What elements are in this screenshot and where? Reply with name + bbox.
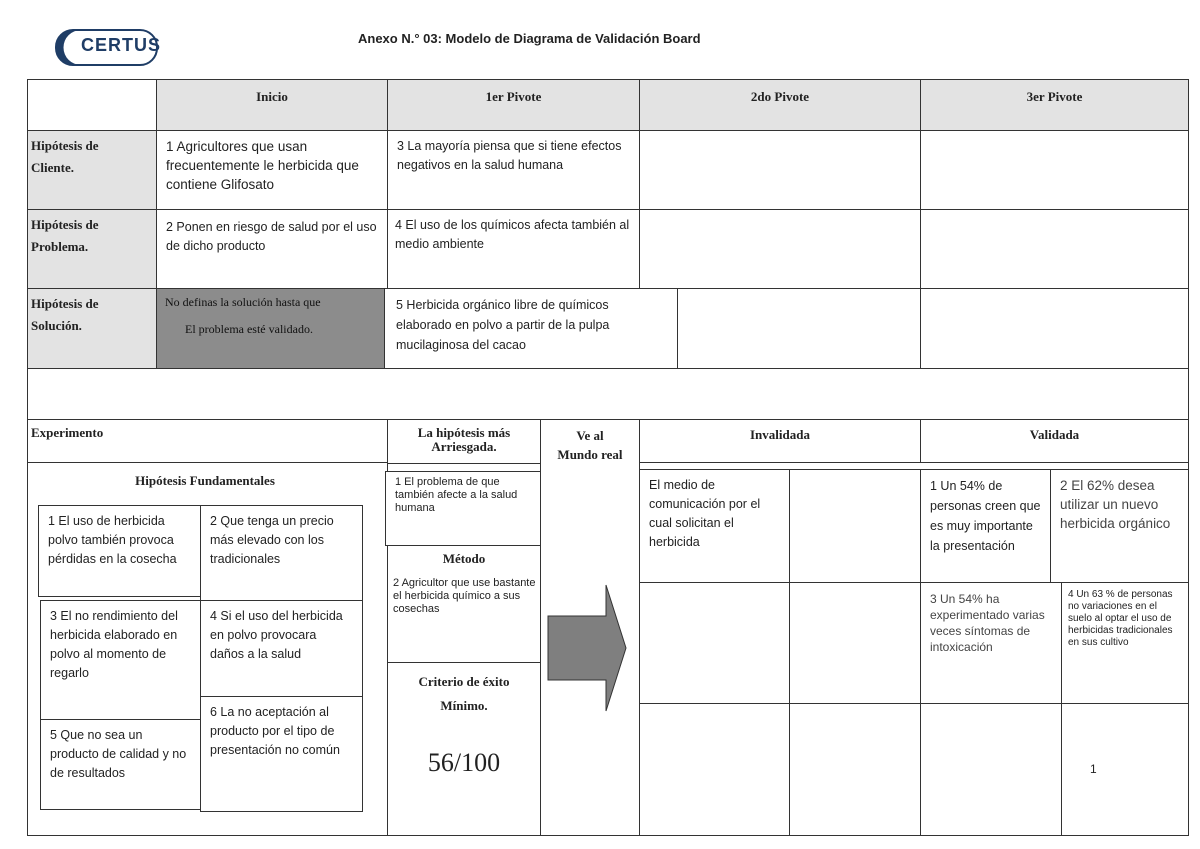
riesgosa-text: 1 El problema de que también afecte a la salud humana bbox=[385, 471, 542, 546]
mundo-real-line: Ve al bbox=[576, 428, 604, 443]
header-inicio: Inicio bbox=[156, 79, 388, 131]
validada-item-2 bbox=[1050, 469, 1189, 583]
spacer-row bbox=[27, 368, 1189, 420]
cell-problema-inicio: 2 Ponen en riesgo de salud por el uso de dicho producto bbox=[156, 209, 388, 289]
criterio-label bbox=[387, 670, 541, 718]
hipotesis-fundamentales-title: Hipótesis Fundamentales bbox=[135, 473, 275, 488]
fundamental-item-3: 3 El no rendimiento del herbicida elaborado en polvo al momento de regarlo bbox=[40, 600, 201, 720]
invalidada-cell-2 bbox=[789, 469, 921, 583]
mundo-real-header bbox=[540, 426, 640, 464]
cell-cliente-inicio: 1 Agricultores que usan frecuentemente le herbicida que contiene Glifosato bbox=[156, 130, 388, 210]
validada-cell-6 bbox=[1061, 703, 1189, 836]
header-corner bbox=[27, 79, 157, 131]
label-line: Hipótesis de bbox=[31, 296, 99, 311]
fundamental-item-1: 1 El uso de herbicida polvo también provoca pérdidas en la cosecha bbox=[38, 505, 201, 597]
metodo-label: Método bbox=[442, 551, 486, 566]
invalidada-cell-1: El medio de comunicación por el cual solicitan el herbicida bbox=[639, 469, 790, 583]
criterio-score: 56/100 bbox=[427, 748, 501, 777]
page-title: Anexo N.° 03: Modelo de Diagrama de Validación Board bbox=[358, 31, 701, 46]
riesgosa-header bbox=[387, 426, 541, 454]
validada-header: Validada bbox=[920, 419, 1189, 463]
fundamental-item-6: 6 La no aceptación al producto por el tipo de presentación no común bbox=[200, 696, 363, 812]
cell-cliente-pivote3 bbox=[920, 130, 1189, 210]
riesgosa-header-line: Arriesgada. bbox=[431, 439, 497, 454]
certus-logo bbox=[55, 29, 162, 66]
mundo-real-line: Mundo real bbox=[557, 447, 623, 462]
fundamental-item-2: 2 Que tenga un precio más elevado con los tradicionales bbox=[200, 505, 363, 601]
invalidada-header: Invalidada bbox=[639, 419, 921, 463]
cell-solucion-pivote2 bbox=[677, 288, 921, 369]
header-2do-pivote: 2do Pivote bbox=[639, 79, 921, 131]
cell-cliente-pivote1: 3 La mayoría piensa que si tiene efectos negativos en la salud humana bbox=[387, 130, 640, 210]
cell-solucion-inicio bbox=[156, 288, 385, 369]
cell-solucion-pivote3 bbox=[920, 288, 1189, 369]
label-line: Hipótesis de bbox=[31, 217, 99, 232]
validada-item-4: 4 Un 63 % de personas no variaciones en el suelo al optar el uso de herbicidas tradicionales en sus cultivo bbox=[1061, 582, 1189, 704]
label-line: Problema. bbox=[31, 239, 89, 254]
validada-item-3-text: 3 Un 54% ha experimentado varias veces síntomas de intoxicación bbox=[930, 592, 1045, 654]
label-line: Cliente. bbox=[31, 160, 74, 175]
arrow-right-icon bbox=[546, 583, 628, 713]
header-3er-pivote: 3er Pivote bbox=[920, 79, 1189, 131]
validada-item-3 bbox=[920, 582, 1062, 704]
logo-text: CERTUS bbox=[81, 35, 162, 55]
validada-item-1: 1 Un 54% de personas creen que es muy importante la presentación bbox=[920, 469, 1051, 583]
criterio-line: Criterio de éxito bbox=[418, 674, 510, 689]
label-line: Hipótesis de bbox=[31, 138, 99, 153]
riesgosa-header-line: La hipótesis más bbox=[417, 425, 511, 440]
cell-solucion-pivote1: 5 Herbicida orgánico libre de químicos elaborado en polvo a partir de la pulpa mucilaginosa del cacao bbox=[384, 288, 678, 370]
criterio-line: Mínimo. bbox=[440, 698, 488, 713]
metodo-text: 2 Agricultor que use bastante el herbicida químico a sus cosechas bbox=[393, 577, 536, 615]
solucion-inicio-line: El problema esté validado. bbox=[185, 322, 313, 336]
validada-item-2-text: 2 El 62% desea utilizar un nuevo herbicida orgánico bbox=[1060, 478, 1171, 531]
cell-problema-pivote3 bbox=[920, 209, 1189, 289]
invalidada-cell-4 bbox=[789, 582, 921, 704]
label-hipotesis-solucion bbox=[27, 288, 157, 369]
invalidada-cell-6 bbox=[789, 703, 921, 836]
label-hipotesis-problema bbox=[27, 209, 157, 289]
invalidada-cell-3 bbox=[639, 582, 790, 704]
cell-problema-pivote2 bbox=[639, 209, 921, 289]
fundamental-item-5: 5 Que no sea un producto de calidad y no de resultados bbox=[40, 719, 201, 810]
validada-cell-5 bbox=[920, 703, 1062, 836]
fundamental-item-4: 4 Si el uso del herbicida en polvo provocara daños a la salud bbox=[200, 600, 363, 697]
solucion-inicio-line: No definas la solución hasta que bbox=[165, 295, 321, 309]
invalidada-cell-5 bbox=[639, 703, 790, 836]
cell-problema-pivote1: 4 El uso de los químicos afecta también al medio ambiente bbox=[387, 209, 640, 289]
page-number: 1 bbox=[1090, 762, 1097, 776]
riesgosa-divider bbox=[387, 463, 541, 464]
cell-cliente-pivote2 bbox=[639, 130, 921, 210]
header-1er-pivote: 1er Pivote bbox=[387, 79, 640, 131]
label-line: Solución. bbox=[31, 318, 82, 333]
experimento-header: Experimento bbox=[27, 419, 388, 463]
label-hipotesis-cliente bbox=[27, 130, 157, 210]
